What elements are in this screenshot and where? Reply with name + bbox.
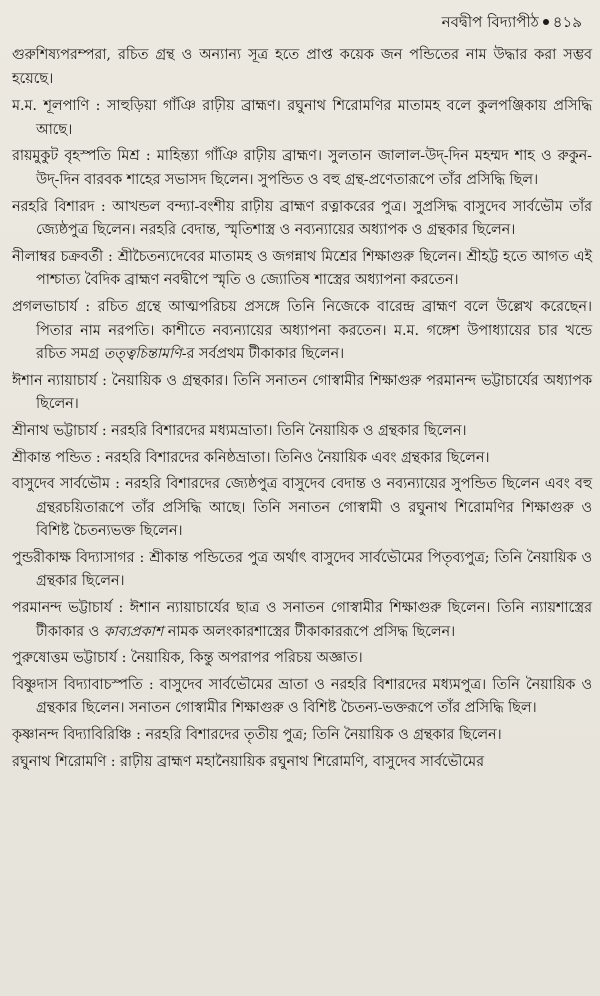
entry-ishan [12,370,592,417]
entry-srinath [12,420,592,444]
entry-text-after: -র সর্বপ্রথম টীকাকার ছিলেন। [181,346,345,363]
entry-term: পরমানন্দ ভট্টাচার্য [12,600,113,617]
entry-term: বিষ্ণুদাস বিদ্যাবাচস্পতি [12,676,143,693]
entry-srikanta [12,447,592,471]
entry-text: : আখন্ডল বন্দ্যা-বংশীয় রাঢ়ীয় ব্রাহ্মণ রত্নাকরের পুত্র। সুপ্রসিদ্ধ বাসুদেব সার্বভৌম তাঁর জ্যেষ্ঠপুত্র ছিলেন। নরহরি বেদান্ত, স্মৃতিশাস্ত্র ও নব্যন্যায়ের অধ্যাপক ও গ্রন্থকার ছিলেন। [36,198,592,239]
entry-raymukut [12,145,592,192]
entry-text: : নরহরি বিশারদের জ্যেষ্ঠপুত্র বাসুদেব বেদান্ত ও নব্যন্যায়ের সুপন্ডিত ছিলেন এবং বহু গ্রন্থরচয়িতারূপে তাঁর প্রসিদ্ধি আছে। তিনি সনাতন গোস্বামী ও রঘুনাথ শিরোমণির শিক্ষাগুরু ও বিশিষ্ট চৈতন্যভক্ত ছিলেন। [36,476,593,540]
entry-term: শ্রীকান্ত পন্ডিত [12,449,92,466]
entry-text: : নৈয়ায়িক, কিন্তু অপরাপর পরিচয় অজ্ঞাত। [117,650,363,667]
entry-nilambar [12,246,592,293]
entry-raghunath [12,751,592,775]
entry-text: : নৈয়ায়িক ও গ্রন্থকার। তিনি সনাতন গোস্বামীর শিক্ষাগুরু পরমানন্দ ভট্টাচার্যের অধ্যাপক ছিলেন। [36,372,592,413]
entry-text: : নরহরি বিশারদের কনিষ্ঠভ্রাতা। তিনিও নৈয়ায়িক এবং গ্রন্থকার ছিলেন। [91,449,490,466]
entry-pundarikaksha [12,547,592,594]
entry-paramananda [12,597,592,644]
entry-text: : মাহিন্ত্যা গাঁঞি রাঢ়ীয় ব্রাহ্মণ। সুলতান জালাল-উদ্-দিন মহম্মদ শাহ ও রুকুন-উদ্-দিন বারবক শাহের সভাসদ ছিলেন। সুপন্ডিত ও বহু গ্রন্থ-প্রণেতারূপে তাঁর প্রসিদ্ধি ছিল। [36,148,592,188]
entry-text: : শ্রীচৈতন্যদেবের মাতামহ ও জগন্নাথ মিশ্রের শিক্ষাগুরু ছিলেন। শ্রীহট্ট হতে আগত এই পাশ্চাত্য বৈদিক ব্রাহ্মণ নবদ্বীপে স্মৃতি ও জ্যোতিষ শাস্ত্রের অধ্যাপনা করতেন। [36,248,592,289]
entry-text: : বাসুদেব সার্বভৌমের ভ্রাতা ও নরহরি বিশারদের মধ্যমপুত্র। তিনি নৈয়ায়িক ও গ্রন্থকার ছিলেন। সনাতন গোস্বামীর শিক্ষাগুরু ও বিশিষ্ট চৈতন্য-ভক্তরূপে তাঁর প্রসিদ্ধি ছিল। [36,676,593,717]
entry-shulapani [12,95,592,142]
page-header [442,12,582,32]
entry-text: : রাঢ়ীয় ব্রাহ্মণ মহানৈয়ায়িক রঘুনাথ শিরোমণি, বাসুদেব সার্বভৌমের [106,753,484,770]
entry-text: : রচিত গ্রন্থে আত্মপরিচয় প্রসঙ্গে তিনি নিজেকে বারেন্দ্র ব্রাহ্মণ বলে উল্লেখ করেছেন। পিতার নাম নরপতি। কাশীতে নব্যন্যায়ের অধ্যাপনা করতেন। ম.ম. গঙ্গেশ উপাধ্যায়ের চার খন্ডে রচিত সমগ্র [36,298,592,363]
entry-term: শ্রীনাথ ভট্টাচার্য [12,422,98,439]
entry-pragalbhacharya [12,296,592,367]
entry-text: : নরহরি বিশারদের মধ্যমভ্রাতা। তিনি নৈয়ায়িক ও গ্রন্থকার ছিলেন। [97,422,467,439]
entry-vishnudas [12,674,592,721]
entry-text-after: নামক অলংকারশাস্ত্রের টীকাকাররূপে প্রসিদ্ধ ছিলেন। [163,623,456,640]
entry-narahari [12,196,592,243]
entry-term: নীলাম্বর চক্রবর্তী [12,248,104,265]
entry-text: : ঈশান ন্যায়াচার্যের ছাত্র ও সনাতন গোস্বামীর শিক্ষাগুরু ছিলেন। তিনি ন্যায়শাস্ত্রের টীকাকার ও [36,600,592,640]
book-title-italic: কাব্যপ্রকাশ [103,623,164,640]
entry-term: রায়মুকুট বৃহস্পতি মিশ্র [12,148,140,165]
bullet-separator [543,19,549,25]
entry-text: : নরহরি বিশারদের তৃতীয় পুত্র; তিনি নৈয়ায়িক ও গ্রন্থকার ছিলেন। [131,727,502,744]
entry-term: প্রগলভাচার্য [12,298,78,315]
entry-text: : শ্রীকান্ত পন্ডিতের পুত্র অর্থাৎ বাসুদেব সার্বভৌমের পিতৃব্যপুত্র; তিনি নৈয়ায়িক ও গ্রন্থকার ছিলেন। [36,549,593,590]
entry-krishnananda [12,724,592,748]
entry-term: পুন্ডরীকাক্ষ বিদ্যাসাগর [12,549,135,566]
page-body [12,44,592,777]
entry-basudev [12,473,592,544]
book-title-italic: তত্ত্বচিন্তামণি [103,346,182,363]
entry-purushottam [12,647,592,671]
entry-term: ম.ম. শূলপাণি [12,98,90,115]
running-title: নবদ্বীপ বিদ্যাপীঠ [441,13,539,31]
entry-term: কৃষ্ণানন্দ বিদ্যাবিরিঞ্চি [12,727,132,744]
intro-paragraph: গুরুশিষ্যপরম্পরা, রচিত গ্রন্থ ও অন্যান্য সূত্র হতে প্রাপ্ত কয়েক জন পন্ডিতের নাম উদ্ধার করা সম্ভব হয়েছে। [12,47,592,87]
entry-term: বাসুদেব সার্বভৌম [12,476,110,493]
entry-term: ঈশান ন্যায়াচার্য [12,372,98,389]
page-number: ৪১৯ [552,13,582,31]
entry-term: রঘুনাথ শিরোমণি [12,753,107,770]
entry-term: পুরুষোত্তম ভট্টাচার্য [12,650,118,667]
entry-text: : সাহুড়িয়া গাঁঞি রাঢ়ীয় ব্রাহ্মণ। রঘুনাথ শিরোমণির মাতামহ বলে কুলপঞ্জিকায় প্রসিদ্ধি আছে। [36,98,592,138]
entry-term: নরহরি বিশারদ [12,198,95,215]
